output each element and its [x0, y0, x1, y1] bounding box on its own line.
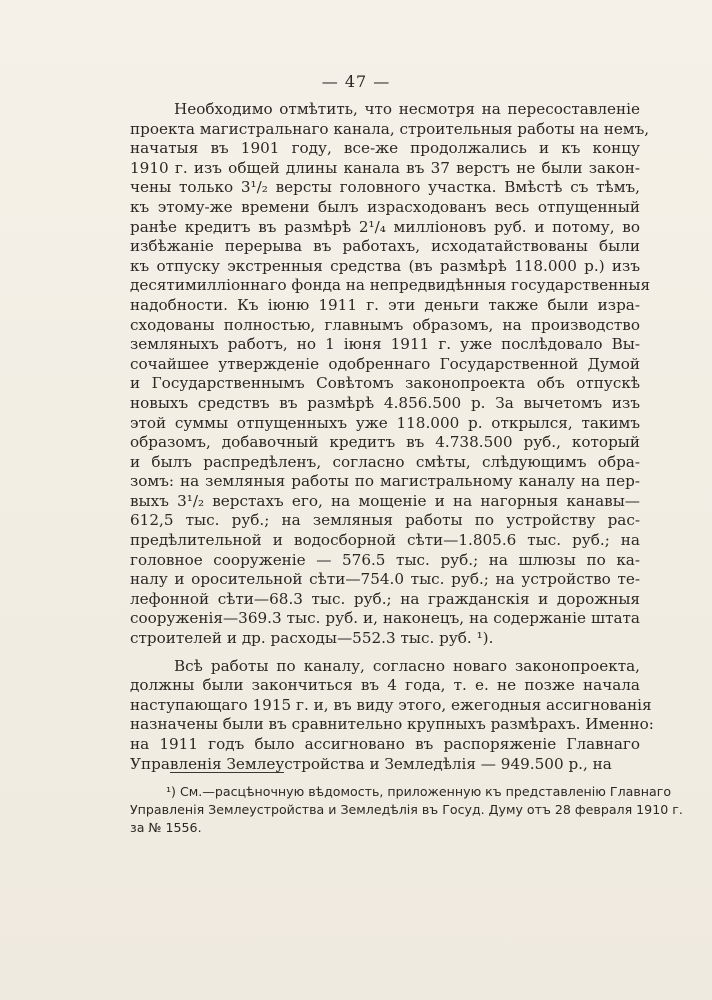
text-line: должны были закончиться въ 4 года, т. е. не позже начала: [130, 676, 640, 695]
text-line: ранѣе кредитъ въ размѣрѣ 2¹/₄ милліоновъ руб. и потому, во: [130, 217, 640, 236]
text-line: ¹) См.—расцѣночную вѣдомость, приложенную къ представленію Главнаго: [166, 784, 672, 799]
text-line: и былъ распредѣленъ, согласно смѣты, слѣдующимъ обра-: [130, 452, 640, 471]
footnote-divider: [170, 772, 284, 773]
text-line: сходованы полностью, главнымъ образомъ, на производство: [130, 315, 640, 334]
text-line: Управленія Землеустройства и Земледѣлія — 949.500 р., на: [130, 754, 612, 773]
text-line: къ этому-же времени былъ израсходованъ весь отпущенный: [130, 197, 640, 216]
text-line: и Государственнымъ Совѣтомъ законопроекта объ отпускѣ: [130, 374, 640, 393]
text-line: образомъ, добавочный кредитъ въ 4.738.500 руб., который: [130, 433, 640, 452]
text-line: этой суммы отпущенныхъ уже 118.000 р. открылся, такимъ: [130, 413, 640, 432]
text-line: новыхъ средствъ въ размѣрѣ 4.856.500 р. За вычетомъ изъ: [130, 393, 640, 412]
text-line: строителей и др. расходы—552.3 тыс. руб. ¹).: [130, 629, 494, 648]
text-line: Всѣ работы по каналу, согласно новаго законопроекта,: [174, 656, 640, 675]
page-number: — 47 —: [321, 72, 391, 91]
text-line: Необходимо отмѣтить, что несмотря на пересоставленіе: [174, 100, 640, 118]
text-line: назначены были въ сравнительно крупныхъ размѣрахъ. Именно:: [130, 715, 654, 734]
text-line: наступающаго 1915 г. и, въ виду этого, ежегодныя ассигнованія: [130, 695, 652, 714]
text-line: 1910 г. изъ общей длины канала въ 37 верстъ не были закон-: [130, 158, 640, 177]
text-line: Управленія Землеустройства и Земледѣлія въ Госуд. Думу отъ 28 февраля 1910 г.: [130, 802, 683, 817]
text-line: земляныхъ работъ, но 1 іюня 1911 г. уже послѣдовало Вы-: [130, 335, 640, 354]
footnote: [130, 783, 683, 837]
text-line: предѣлительной и водосборной сѣти—1.805.6 тыс. руб.; на: [130, 531, 640, 550]
text-line: избѣжаніе перерыва въ работахъ, исходатайствованы были: [130, 237, 640, 256]
text-line: начатыя въ 1901 году, все-же продолжались и къ концу: [130, 139, 640, 158]
text-line: надобности. Къ іюню 1911 г. эти деньги также были изра-: [130, 295, 640, 314]
text-line: за № 1556.: [130, 820, 202, 835]
text-line: лефонной сѣти—68.3 тыс. руб.; на гражданскія и дорожныя: [130, 589, 640, 608]
text-line: головное сооруженіе — 576.5 тыс. руб.; на шлюзы по ка-: [130, 550, 640, 569]
paragraph-2: [130, 656, 654, 775]
text-line: 612,5 тыс. руб.; на земляныя работы по устройству рас-: [130, 511, 640, 530]
text-line: выхъ 3¹/₂ верстахъ его, на мощеніе и на нагорныя канавы—: [130, 491, 640, 510]
text-line: десятимилліоннаго фонда на непредвидѣнныя государственныя: [130, 276, 651, 295]
text-line: налу и оросительной сѣти—754.0 тыс. руб.; на устройство те-: [130, 570, 640, 589]
text-line: сочайшее утвержденіе одобреннаго Государственной Думой: [130, 354, 640, 373]
text-line: чены только 3¹/₂ версты головного участка. Вмѣстѣ съ тѣмъ,: [130, 178, 640, 197]
paragraph-1: [130, 100, 651, 649]
main-text: [130, 100, 654, 774]
text-line: сооруженія—369.3 тыс. руб. и, наконецъ, на содержаніе штата: [130, 609, 640, 628]
text-line: зомъ: на земляныя работы по магистральному каналу на пер-: [130, 472, 640, 491]
text-line: на 1911 годъ было ассигновано въ распоряженіе Главнаго: [130, 735, 640, 753]
text-line: проекта магистральнаго канала, строительныя работы на немъ,: [130, 119, 650, 138]
text-line: къ отпуску экстренныя средства (въ размѣрѣ 118.000 р.) изъ: [130, 256, 640, 275]
